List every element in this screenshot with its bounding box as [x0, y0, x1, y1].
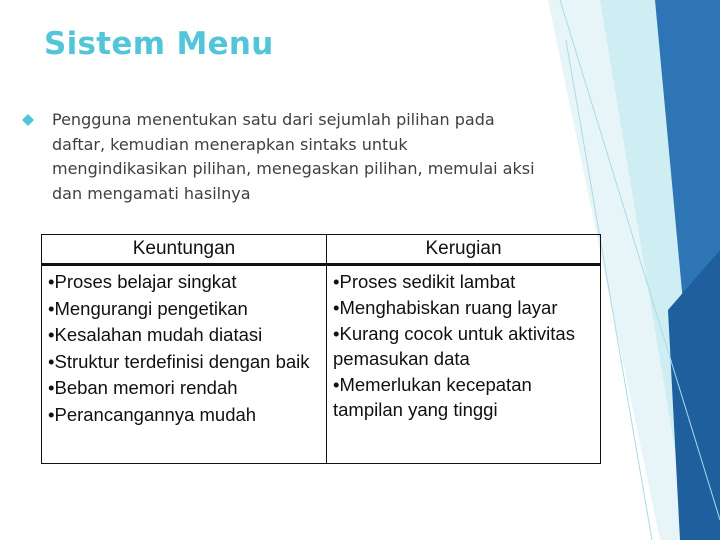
header-disadvantages: Kerugian [327, 235, 601, 265]
advantage-item: •Beban memori rendah [48, 377, 238, 398]
advantage-item: •Kesalahan mudah diatasi [48, 324, 263, 345]
paragraph-line: dan mengamati hasilnya [52, 183, 251, 203]
disadvantage-item: •Memerlukan kecepatan tampilan yang tinggi [333, 374, 532, 420]
advantage-item: •Struktur terdefinisi dengan baik [48, 350, 310, 372]
advantage-item: •Proses belajar singkat [48, 271, 237, 292]
description-paragraph [52, 108, 597, 206]
comparison-table [41, 234, 601, 464]
disadvantage-item: •Menghabiskan ruang layar [333, 297, 558, 318]
disadvantage-item: •Proses sedikit lambat [333, 271, 516, 292]
header-advantages: Keuntungan [42, 235, 327, 265]
disadvantage-item: •Kurang cocok untuk aktivitas pemasukan data [333, 323, 575, 369]
advantages-cell [42, 265, 327, 464]
slide-title: Sistem Menu [44, 26, 274, 62]
table-body-row [42, 265, 601, 464]
paragraph-line: mengindikasikan pilihan, menegaskan pilihan, memulai aksi [52, 159, 535, 178]
advantage-item: •Mengurangi pengetikan [48, 297, 248, 319]
paragraph-line: Pengguna menentukan satu dari sejumlah pilihan pada [52, 110, 495, 129]
disadvantages-cell [327, 265, 601, 464]
advantage-item: •Perancangannya mudah [48, 403, 257, 425]
paragraph-line: daftar, kemudian menerapkan sintaks untuk [52, 134, 408, 154]
table-header-row [42, 235, 601, 265]
diamond-bullet-icon [22, 114, 34, 126]
